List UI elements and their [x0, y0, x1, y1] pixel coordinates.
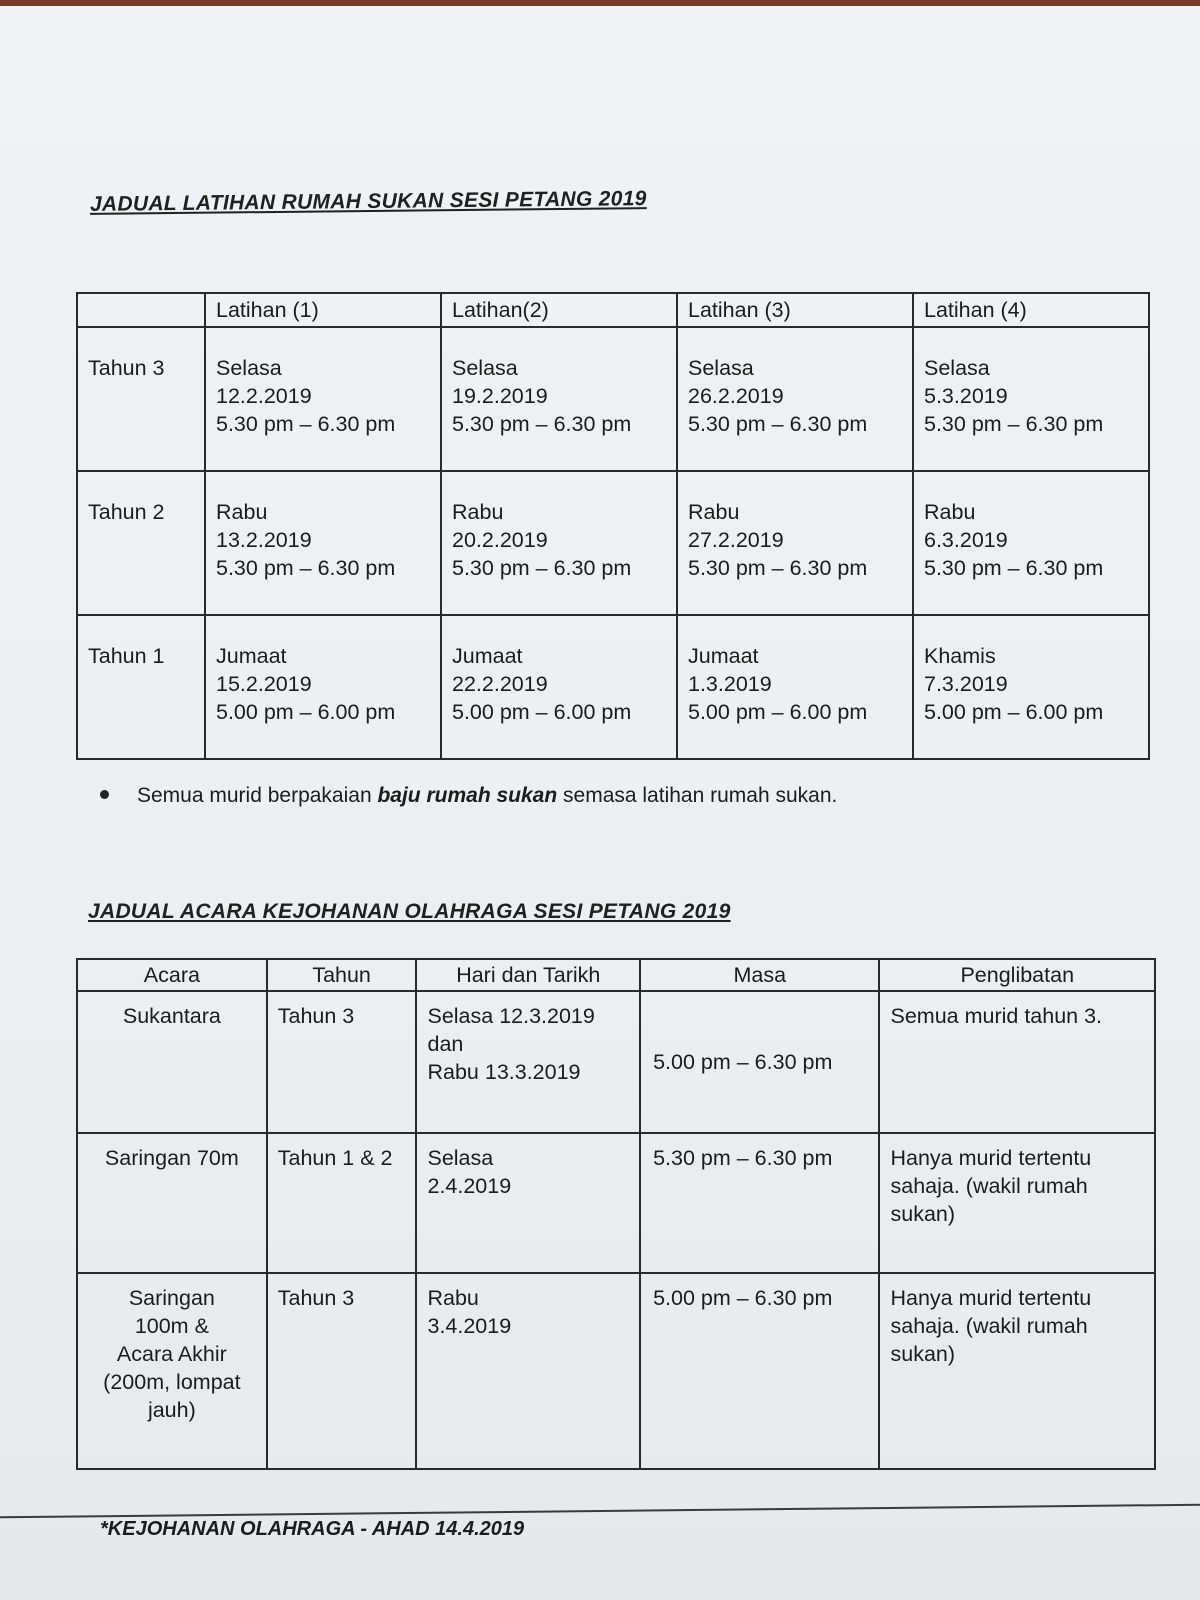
cell-date: 7.3.2019: [924, 672, 1008, 696]
hari-line: 2.4.2019: [427, 1174, 512, 1198]
schedule-cell: [205, 615, 441, 759]
acara-line: 100m &: [134, 1314, 209, 1338]
acara-line: Sukantara: [122, 1004, 221, 1028]
cell-time: 5.00 pm – 6.00 pm: [924, 700, 1104, 724]
hari-cell: [416, 991, 640, 1133]
masa-cell: 5.30 pm – 6.30 pm: [640, 1133, 879, 1273]
latihan-header-row: [77, 293, 1149, 327]
schedule-cell: [441, 327, 677, 471]
note-emphasis: baju rumah sukan: [377, 784, 558, 807]
cell-day: Selasa: [452, 356, 518, 380]
hari-cell: [416, 1133, 640, 1273]
acara-line: (200m, lompat: [103, 1370, 241, 1394]
schedule-cell: [677, 615, 913, 759]
hari-line: Rabu: [427, 1286, 479, 1310]
cell-day: Khamis: [924, 644, 996, 668]
cell-time: 5.30 pm – 6.30 pm: [688, 412, 868, 436]
row-label-tahun-1: Tahun 1: [77, 615, 205, 759]
penglibatan-cell: [879, 991, 1155, 1133]
cell-day: Rabu: [924, 500, 976, 524]
acara-cell: [77, 991, 267, 1133]
table-row: [77, 1133, 1155, 1273]
acara-line: jauh): [147, 1398, 196, 1422]
cell-time: 5.30 pm – 6.30 pm: [216, 556, 396, 580]
cell-day: Selasa: [688, 356, 754, 380]
latihan-title: JADUAL LATIHAN RUMAH SUKAN SESI PETANG 2019: [89, 187, 647, 216]
hari-cell: [416, 1273, 640, 1469]
penglibatan-line: Hanya murid tertentu: [890, 1286, 1092, 1310]
latihan-table: [76, 292, 1150, 760]
latihan-header-1: Latihan (1): [205, 293, 441, 327]
cell-time: 5.00 pm – 6.00 pm: [216, 700, 396, 724]
cell-date: 12.2.2019: [216, 384, 312, 408]
acara-line: Saringan 70m: [104, 1146, 239, 1170]
note-after: semasa latihan rumah sukan.: [557, 784, 838, 807]
top-edge: [0, 0, 1200, 6]
hari-line: Selasa 12.3.2019: [427, 1004, 595, 1028]
cell-date: 13.2.2019: [216, 528, 312, 552]
note-before: Semua murid berpakaian: [137, 784, 378, 807]
schedule-cell: [441, 615, 677, 759]
row-label-tahun-2: Tahun 2: [77, 471, 205, 615]
cell-date: 20.2.2019: [452, 528, 548, 552]
table-row: [77, 991, 1155, 1133]
tahun-cell: Tahun 1 & 2: [267, 1133, 417, 1273]
cell-date: 1.3.2019: [688, 672, 772, 696]
acara-header-hari: Hari dan Tarikh: [416, 959, 640, 991]
schedule-cell: [677, 471, 913, 615]
acara-table: [76, 958, 1156, 1470]
schedule-cell: [441, 471, 677, 615]
table-row: [77, 471, 1149, 615]
hari-line: Rabu 13.3.2019: [427, 1060, 581, 1084]
penglibatan-line: Semua murid tahun 3.: [890, 1004, 1103, 1028]
row-label-tahun-3: Tahun 3: [77, 327, 205, 471]
schedule-cell: [913, 327, 1149, 471]
cell-time: 5.30 pm – 6.30 pm: [688, 556, 868, 580]
schedule-cell: [913, 471, 1149, 615]
schedule-cell: [205, 327, 441, 471]
cell-day: Selasa: [216, 356, 282, 380]
cell-time: 5.30 pm – 6.30 pm: [924, 412, 1104, 436]
latihan-header-4: Latihan (4): [913, 293, 1149, 327]
cell-day: Jumaat: [688, 644, 759, 668]
acara-header-row: [77, 959, 1155, 991]
cell-day: Rabu: [452, 500, 504, 524]
table-row: [77, 1273, 1155, 1469]
cell-time: 5.00 pm – 6.00 pm: [452, 700, 632, 724]
acara-header-penglibatan: Penglibatan: [879, 959, 1155, 991]
cell-date: 19.2.2019: [452, 384, 548, 408]
acara-header-masa: Masa: [640, 959, 879, 991]
cell-day: Rabu: [688, 500, 740, 524]
cell-day: Selasa: [924, 356, 990, 380]
hari-line: dan: [427, 1032, 464, 1056]
bullet-icon: [100, 790, 109, 799]
schedule-cell: [205, 471, 441, 615]
cell-time: 5.00 pm – 6.00 pm: [688, 700, 868, 724]
cell-date: 26.2.2019: [688, 384, 784, 408]
penglibatan-line: sahaja. (wakil rumah: [890, 1314, 1088, 1338]
schedule-cell: [677, 327, 913, 471]
acara-header-tahun: Tahun: [267, 959, 417, 991]
cell-date: 27.2.2019: [688, 528, 784, 552]
penglibatan-line: sukan): [890, 1342, 956, 1366]
penglibatan-line: Hanya murid tertentu: [890, 1146, 1092, 1170]
acara-cell: [77, 1133, 267, 1273]
cell-time: 5.30 pm – 6.30 pm: [216, 412, 396, 436]
penglibatan-cell: [879, 1133, 1155, 1273]
hari-line: Selasa: [427, 1146, 494, 1170]
acara-line: Acara Akhir: [116, 1342, 227, 1366]
table-row: [77, 615, 1149, 759]
latihan-header-corner: [77, 293, 205, 327]
cell-time: 5.30 pm – 6.30 pm: [452, 556, 632, 580]
cell-date: 5.3.2019: [924, 384, 1008, 408]
cell-day: Jumaat: [216, 644, 287, 668]
acara-line: Saringan: [128, 1286, 215, 1310]
cell-date: 15.2.2019: [216, 672, 312, 696]
masa-cell: 5.00 pm – 6.30 pm: [640, 1273, 879, 1469]
acara-title: JADUAL ACARA KEJOHANAN OLAHRAGA SESI PETANG 2019: [88, 900, 731, 923]
cell-date: 22.2.2019: [452, 672, 548, 696]
tahun-cell: Tahun 3: [267, 991, 417, 1133]
attire-note: [100, 784, 837, 808]
acara-cell: [77, 1273, 267, 1469]
latihan-header-2: Latihan(2): [441, 293, 677, 327]
cell-time: 5.30 pm – 6.30 pm: [924, 556, 1104, 580]
schedule-cell: [913, 615, 1149, 759]
penglibatan-cell: [879, 1273, 1155, 1469]
cell-day: Rabu: [216, 500, 268, 524]
acara-header-acara: Acara: [77, 959, 267, 991]
latihan-header-3: Latihan (3): [677, 293, 913, 327]
hari-line: 3.4.2019: [427, 1314, 512, 1338]
cell-day: Jumaat: [452, 644, 523, 668]
penglibatan-line: sukan): [890, 1202, 956, 1226]
tahun-cell: Tahun 3: [267, 1273, 417, 1469]
cell-time: 5.30 pm – 6.30 pm: [452, 412, 632, 436]
penglibatan-line: sahaja. (wakil rumah: [890, 1174, 1088, 1198]
cell-date: 6.3.2019: [924, 528, 1008, 552]
footer-note: *KEJOHANAN OLAHRAGA - AHAD 14.4.2019: [100, 1518, 525, 1540]
masa-cell: 5.00 pm – 6.30 pm: [640, 991, 879, 1133]
table-row: [77, 327, 1149, 471]
